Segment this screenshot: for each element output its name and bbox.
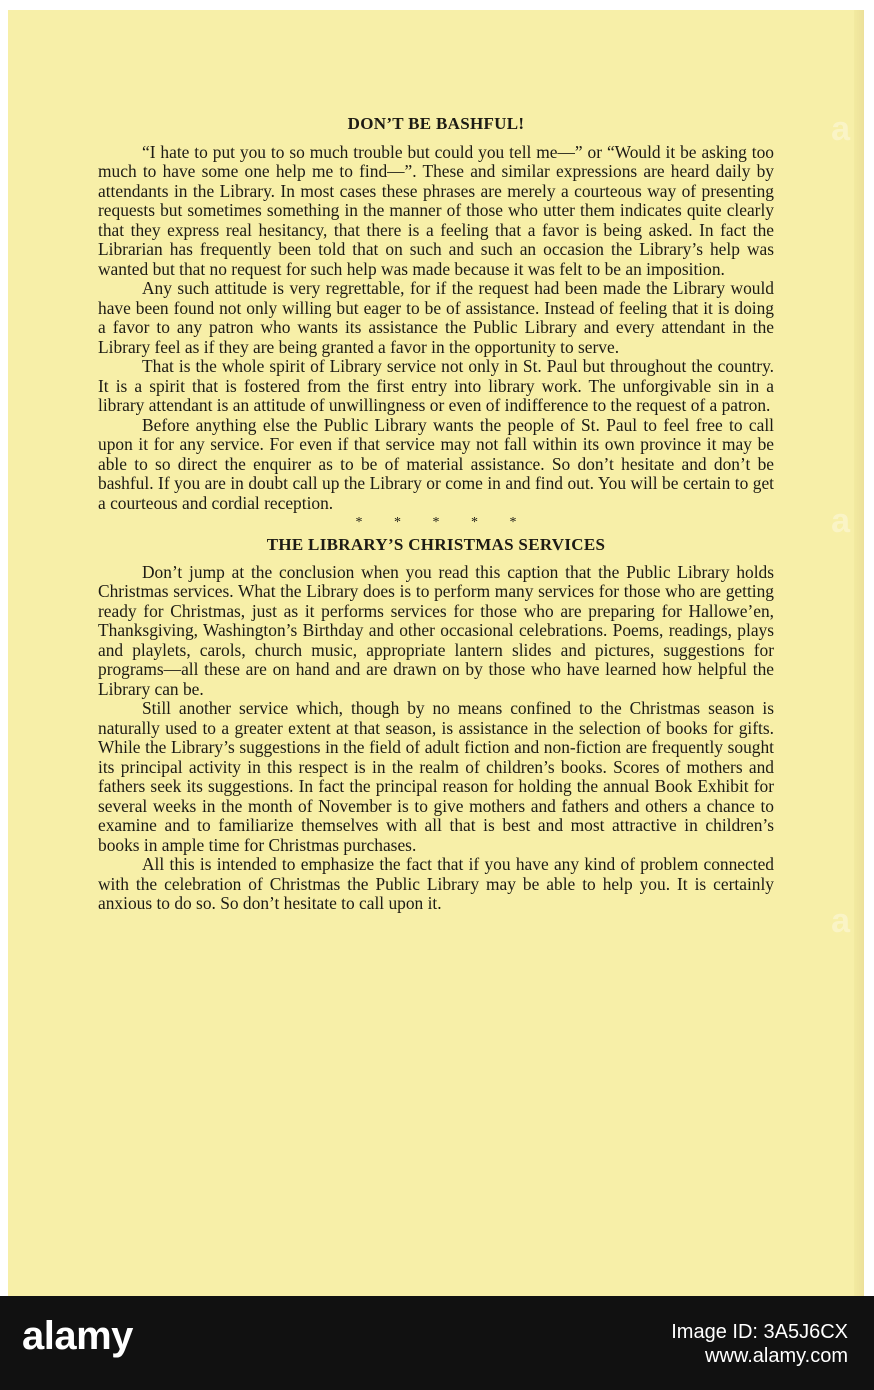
site-url-text: www.alamy.com: [705, 1345, 848, 1367]
watermark: a: [831, 502, 850, 540]
paragraph: Any such attitude is very regrettable, for if the request had been made the Library would have been found not only willing but eager to be of assistance. Instead of feeling that it is doing a favor to any patron who wants its assistance the Public Library and every attendant in the Library feel as if they are being granted a favor in the opportunity to serve.: [98, 278, 774, 357]
paragraph: All this is intended to emphasize the fact that if you have any kind of problem connected with the celebration of Christmas the Public Library may be able to help you. It is certainly anxious to do so. So don’t hesitate to call upon it.: [98, 854, 774, 913]
paragraph: “I hate to put you to so much trouble but could you tell me—” or “Would it be asking too much to have some one help me to find—”. These and similar expressions are heard daily by attendants in the Library. In most cases these phrases are merely a courteous way of presenting requests but sometimes something in the manner of those who utter them indicates quite clearly that they express real hesitancy, that there is a feeling that a favor is being asked. In fact the Librarian has frequently been told that on such and such an occasion the Library’s help was wanted but that no request for such help was made because it was felt to be an imposition.: [98, 141, 774, 279]
paragraph: Still another service which, though by no means confined to the Christmas season is naturally used to a greater extent at that season, is assistance in the selection of books for gifts. While the Library’s suggestions in the field of adult fiction and non-fiction are frequently sought its principal activity in this respect is in the realm of children’s books. Scores of mothers and fathers seek its suggestions. In fact the principal reason for holding the annual Book Exhibit for several weeks in the month of November is to give mothers and fathers and others a chance to examine and to familiarize themselves with all that is best and most attractive in children’s books in ample time for Christmas purchases.: [98, 698, 774, 855]
watermark: a: [831, 902, 850, 940]
article-column: [98, 114, 774, 914]
footer-bar: [0, 1296, 874, 1390]
watermark: a: [831, 110, 850, 148]
image-id-text: Image ID: 3A5J6CX: [671, 1321, 848, 1343]
article-title-christmas: THE LIBRARY’S CHRISTMAS SERVICES: [266, 535, 606, 554]
paragraph: That is the whole spirit of Library service not only in St. Paul but throughout the country. It is a spirit that is fostered from the first entry into library work. The unforgivable sin in a library attendant is an attitude of unwillingness or even of indifference to the request of a patron.: [98, 356, 774, 415]
paragraph: Before anything else the Public Library wants the people of St. Paul to feel free to call upon it for any service. For even if that service may not fall within its own province it may be able to so direct the enquirer as to be of material assistance. So don’t hesitate and don’t be bashful. If you are in doubt call up the Library or come in and find out. You will be certain to get a courteous and cordial reception.: [98, 414, 774, 513]
paragraph: Don’t jump at the conclusion when you read this caption that the Public Library holds Christmas services. What the Library does is to perform many services for those who are getting ready for Christmas, just as it performs services for those who are preparing for Hallowe’en, Thanksgiving, Washington’s Birthday and other occasional celebrations. Poems, readings, plays and playlets, carols, church music, appropriate lantern slides and pictures, suggestions for programs—all these are on hand and are drawn on by those who have learned how helpful the Library can be.: [98, 561, 774, 699]
page-edge: [854, 10, 864, 1296]
footer-image-info: [671, 1320, 848, 1368]
footer-logo: alamy: [22, 1314, 133, 1358]
article-title-bashful: DON’T BE BASHFUL!: [347, 114, 525, 133]
section-separator: * * * * *: [355, 515, 531, 530]
document-page: [8, 10, 864, 1296]
